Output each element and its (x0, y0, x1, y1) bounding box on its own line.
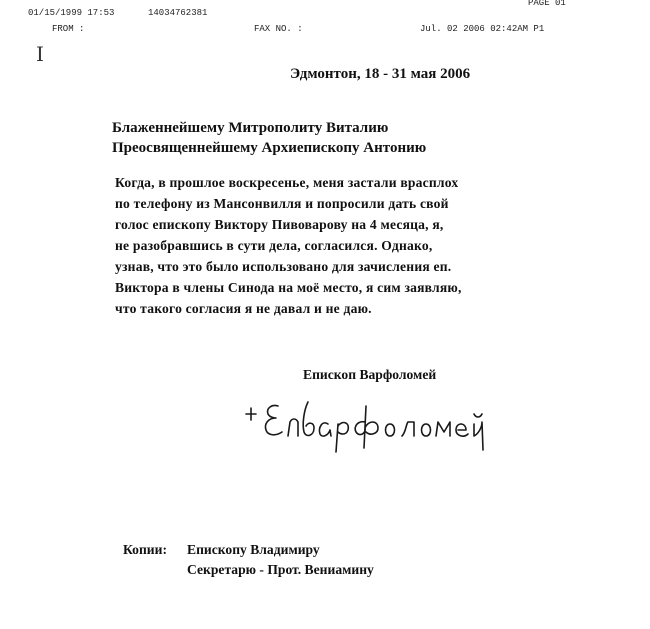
fax-from-label: FROM : (52, 24, 85, 34)
fax-page-label: PAGE 01 (528, 0, 566, 8)
body-line: Когда, в прошлое воскресенье, меня застали врасплох (115, 175, 459, 190)
body-line: голос епископу Виктору Пивоварову на 4 месяца, я, (115, 217, 444, 232)
signature-name: Епископ Варфоломей (303, 367, 437, 382)
fax-number: 14034762381 (148, 8, 208, 18)
recipient-line-1: Блаженнейшему Митрополиту Виталию (112, 120, 389, 136)
fax-datetime: 01/15/1999 17:53 (28, 8, 115, 18)
body-line: что такого согласия я не давал и не даю. (115, 301, 372, 316)
fax-number-label: FAX NO. : (254, 24, 303, 34)
body-line: Виктора в члены Синода на моё место, я сим заявляю, (115, 280, 462, 295)
handwritten-signature (238, 392, 488, 462)
place-date: Эдмонтон, 18 - 31 мая 2006 (290, 66, 471, 82)
body-line: не разобравшись в сути дела, согласился. Однако, (115, 238, 433, 253)
fax-received-stamp: Jul. 02 2006 02:42AM P1 (420, 24, 545, 34)
recipient-line-2: Преосвященнейшему Архиепископу Антонию (112, 140, 427, 156)
copies-line-1: Епископу Владимиру (187, 542, 320, 557)
copies-line-2: Секретарю - Прот. Вениамину (187, 562, 374, 577)
body-line: по телефону из Мансонвилля и попросили дать свой (115, 196, 449, 211)
body-line: узнав, что это было использовано для зачисления еп. (115, 259, 452, 274)
margin-mark: I (36, 42, 44, 66)
copies-label: Копии: (123, 542, 168, 557)
